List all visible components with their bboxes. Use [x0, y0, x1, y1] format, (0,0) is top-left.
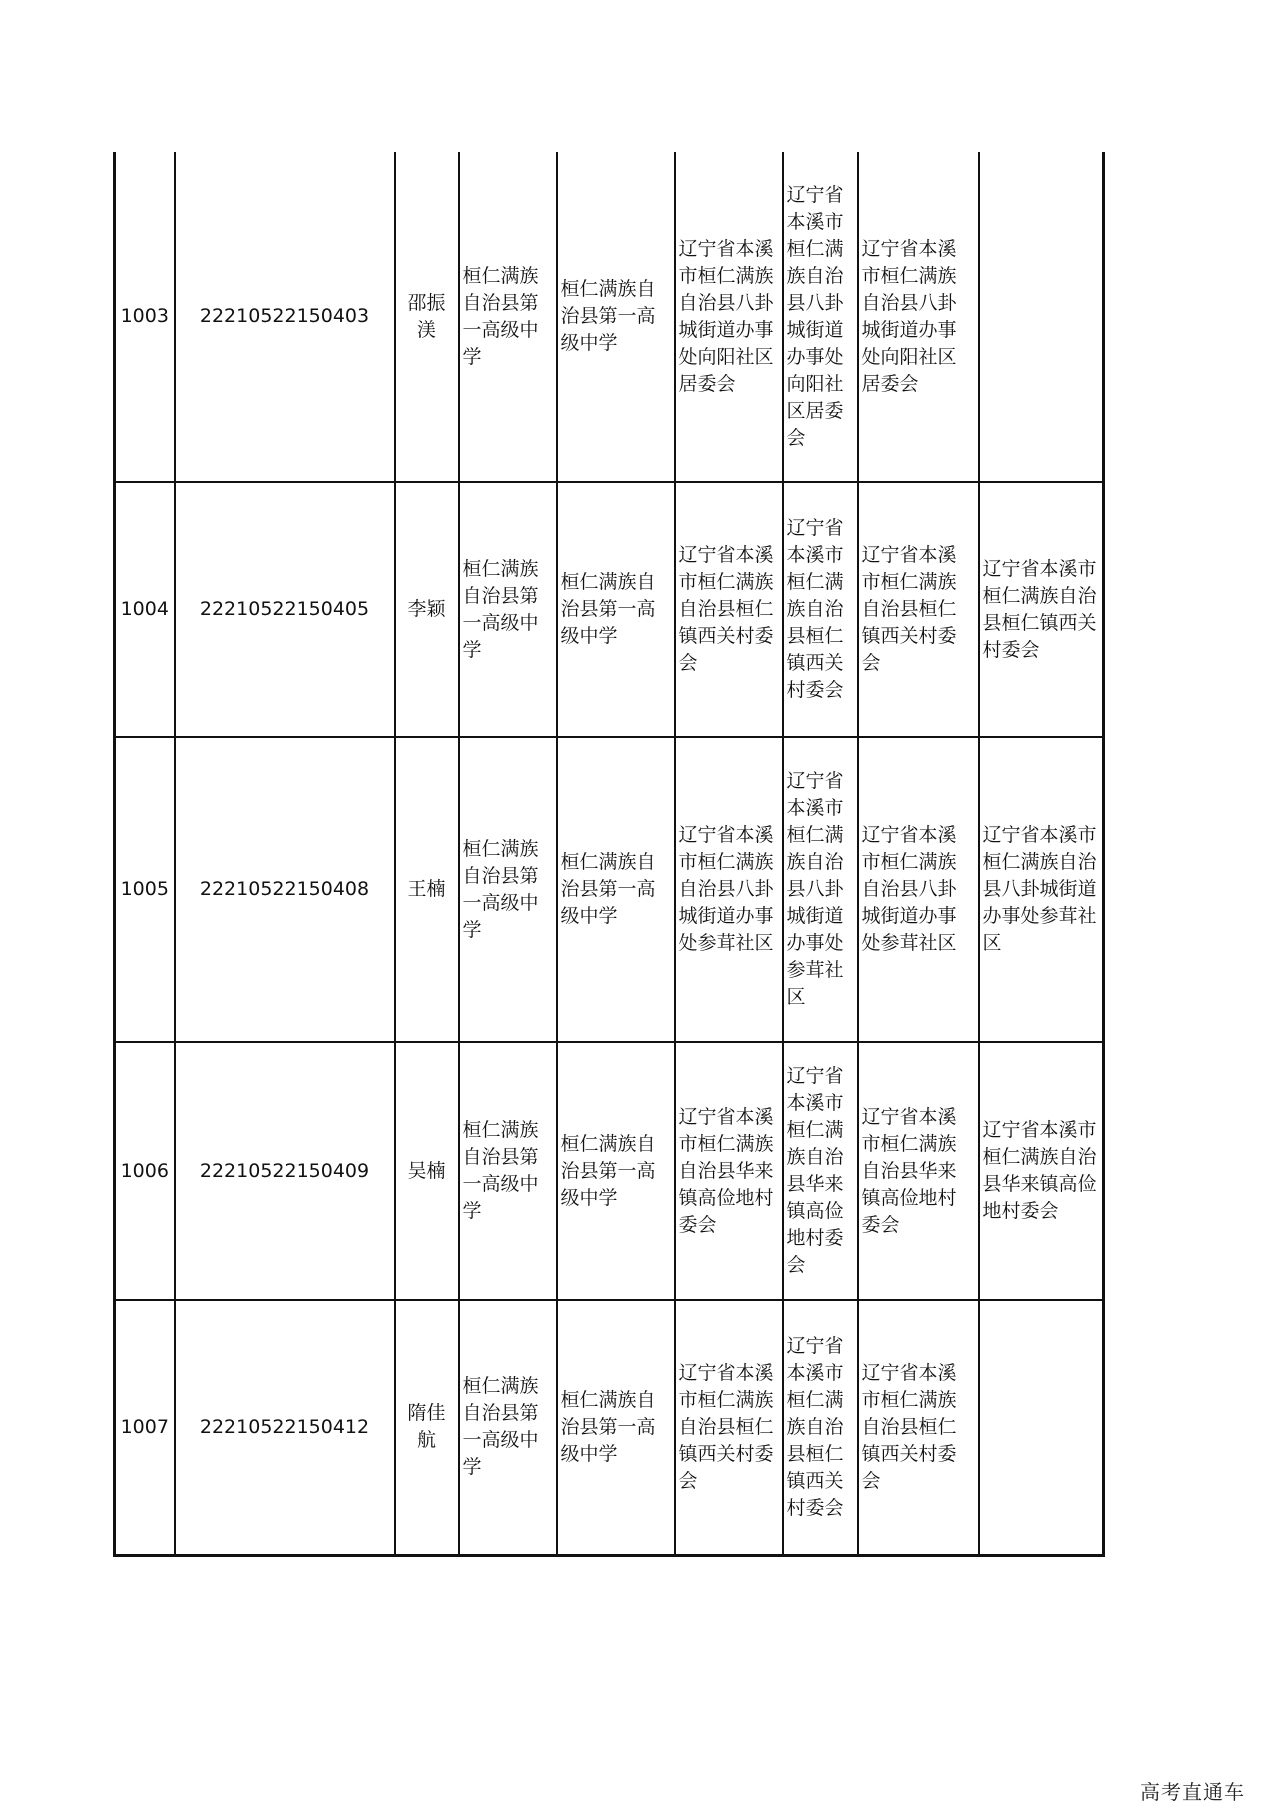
name-cell: 吴楠	[395, 1042, 459, 1300]
table-row	[115, 1300, 1104, 1555]
seq-cell: 1005	[115, 737, 175, 1042]
table-row	[115, 152, 1104, 482]
residence-cell: 辽宁省本溪市桓仁满族自治县华来镇高俭地村委会	[858, 1042, 979, 1300]
extra-address-cell: 辽宁省本溪市桓仁满族自治县八卦城街道办事处参茸社区	[979, 737, 1104, 1042]
graduation-school-cell: 桓仁满族自治县第一高级中学	[557, 1300, 675, 1555]
school-cell: 桓仁满族自治县第一高级中学	[459, 482, 557, 737]
hukou-cell: 辽宁省本溪市桓仁满族自治县华来镇高俭地村委会	[783, 1042, 858, 1300]
address-cell: 辽宁省本溪市桓仁满族自治县八卦城街道办事处参茸社区	[675, 737, 783, 1042]
address-cell: 辽宁省本溪市桓仁满族自治县桓仁镇西关村委会	[675, 1300, 783, 1555]
extra-address-cell	[979, 152, 1104, 482]
exam-id-cell: 22210522150409	[175, 1042, 395, 1300]
hukou-cell: 辽宁省本溪市桓仁满族自治县八卦城街道办事处向阳社区居委会	[783, 152, 858, 482]
school-cell: 桓仁满族自治县第一高级中学	[459, 1300, 557, 1555]
school-cell: 桓仁满族自治县第一高级中学	[459, 1042, 557, 1300]
graduation-school-cell: 桓仁满族自治县第一高级中学	[557, 1042, 675, 1300]
residence-cell: 辽宁省本溪市桓仁满族自治县桓仁镇西关村委会	[858, 1300, 979, 1555]
student-roster-table	[113, 152, 1105, 1557]
exam-id-cell: 22210522150403	[175, 152, 395, 482]
residence-cell: 辽宁省本溪市桓仁满族自治县八卦城街道办事处参茸社区	[858, 737, 979, 1042]
extra-address-cell: 辽宁省本溪市桓仁满族自治县华来镇高俭地村委会	[979, 1042, 1104, 1300]
hukou-cell: 辽宁省本溪市桓仁满族自治县桓仁镇西关村委会	[783, 482, 858, 737]
address-cell: 辽宁省本溪市桓仁满族自治县八卦城街道办事处向阳社区居委会	[675, 152, 783, 482]
extra-address-cell	[979, 1300, 1104, 1555]
name-cell: 王楠	[395, 737, 459, 1042]
extra-address-cell: 辽宁省本溪市桓仁满族自治县桓仁镇西关村委会	[979, 482, 1104, 737]
name-cell: 李颖	[395, 482, 459, 737]
seq-cell: 1004	[115, 482, 175, 737]
table-row	[115, 1042, 1104, 1300]
residence-cell: 辽宁省本溪市桓仁满族自治县桓仁镇西关村委会	[858, 482, 979, 737]
exam-id-cell: 22210522150412	[175, 1300, 395, 1555]
residence-cell: 辽宁省本溪市桓仁满族自治县八卦城街道办事处向阳社区居委会	[858, 152, 979, 482]
school-cell: 桓仁满族自治县第一高级中学	[459, 737, 557, 1042]
hukou-cell: 辽宁省本溪市桓仁满族自治县桓仁镇西关村委会	[783, 1300, 858, 1555]
address-cell: 辽宁省本溪市桓仁满族自治县华来镇高俭地村委会	[675, 1042, 783, 1300]
graduation-school-cell: 桓仁满族自治县第一高级中学	[557, 482, 675, 737]
graduation-school-cell: 桓仁满族自治县第一高级中学	[557, 737, 675, 1042]
graduation-school-cell: 桓仁满族自治县第一高级中学	[557, 152, 675, 482]
hukou-cell: 辽宁省本溪市桓仁满族自治县八卦城街道办事处参茸社区	[783, 737, 858, 1042]
name-cell: 邵振渼	[395, 152, 459, 482]
watermark-text: 高考直通车	[1140, 1780, 1245, 1804]
school-cell: 桓仁满族自治县第一高级中学	[459, 152, 557, 482]
seq-cell: 1006	[115, 1042, 175, 1300]
exam-id-cell: 22210522150405	[175, 482, 395, 737]
table-row	[115, 482, 1104, 737]
seq-cell: 1003	[115, 152, 175, 482]
address-cell: 辽宁省本溪市桓仁满族自治县桓仁镇西关村委会	[675, 482, 783, 737]
name-cell: 隋佳航	[395, 1300, 459, 1555]
exam-id-cell: 22210522150408	[175, 737, 395, 1042]
table-row	[115, 737, 1104, 1042]
seq-cell: 1007	[115, 1300, 175, 1555]
